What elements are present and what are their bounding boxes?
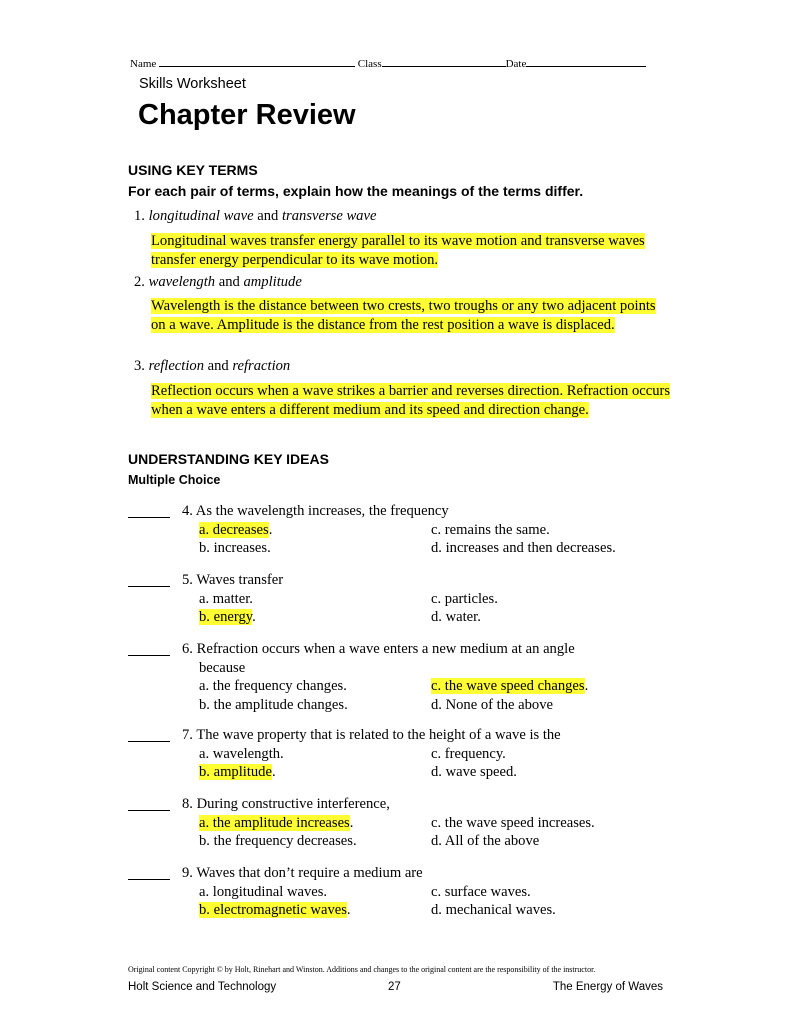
choice-label: b. amplitude <box>199 764 272 781</box>
choice-label: d. water. <box>431 609 481 626</box>
choice-label: d. All of the above <box>431 833 540 850</box>
choice-a[interactable] <box>199 884 327 901</box>
choice-d[interactable] <box>431 764 517 781</box>
page-title: Chapter Review <box>138 99 356 131</box>
choice-a-correct[interactable]: a. decreases. <box>199 521 273 538</box>
choice-c-correct[interactable]: c. the wave speed changes. <box>431 678 589 695</box>
choice-b-correct[interactable]: b. energy. <box>199 609 256 626</box>
choice-b-correct[interactable]: b. amplitude. <box>199 764 276 781</box>
choice-b[interactable] <box>199 833 357 850</box>
choice-c[interactable] <box>431 591 498 608</box>
choice-a-correct[interactable]: a. the amplitude increases. <box>199 814 354 831</box>
choice-b-correct[interactable]: b. electromagnetic waves. <box>199 902 351 919</box>
choice-label: a. matter. <box>199 590 253 607</box>
choice-label: d. None of the above <box>431 696 553 713</box>
footer-right: The Energy of Waves <box>552 981 663 993</box>
choice-label: c. frequency. <box>431 745 506 762</box>
answer-blank[interactable] <box>128 655 170 656</box>
choice-label: d. mechanical waves. <box>431 902 556 919</box>
choice-label: b. increases. <box>199 540 271 557</box>
date-field[interactable] <box>526 55 646 67</box>
question-text-continued: because <box>199 659 246 676</box>
question-text: Refraction occurs when a wave enters a new medium at an angle <box>196 641 575 657</box>
choice-b[interactable] <box>199 697 348 714</box>
question-number: 7. <box>182 727 193 743</box>
choice-c[interactable] <box>431 884 531 901</box>
answer-blank[interactable] <box>128 879 170 880</box>
choice-label: a. the amplitude increases <box>199 814 350 831</box>
worksheet-label: Skills Worksheet <box>139 76 246 92</box>
question-text: The wave property that is related to the height of a wave is the <box>196 727 561 743</box>
term-pair-2: 2. wavelength and amplitude <box>134 274 302 290</box>
question-text: As the wavelength increases, the frequency <box>195 503 449 519</box>
question-number: 8. <box>182 796 193 812</box>
question-stem <box>182 865 423 882</box>
choice-a[interactable] <box>199 591 253 608</box>
answer-blank[interactable] <box>128 741 170 742</box>
class-label: Class <box>357 58 382 70</box>
question-text: Waves that don’t require a medium are <box>196 865 423 881</box>
class-field[interactable] <box>382 55 506 67</box>
choice-label: c. the wave speed increases. <box>431 814 595 831</box>
question-number: 9. <box>182 865 193 881</box>
question-stem <box>182 641 575 658</box>
question-stem <box>182 572 283 589</box>
header-fields <box>130 55 646 70</box>
choice-a[interactable] <box>199 746 284 763</box>
choice-c[interactable] <box>431 746 506 763</box>
question-number: 6. <box>182 641 193 657</box>
name-field[interactable] <box>159 55 355 67</box>
question-number: 4. <box>182 503 193 519</box>
footer-left: Holt Science and Technology <box>128 981 277 993</box>
answer-1: Longitudinal waves transfer energy parallel to its wave motion and transverse waves transfer energy perpendicular to its wave motion. <box>151 233 645 268</box>
choice-label: a. the frequency changes. <box>199 678 347 695</box>
question-text: During constructive interference, <box>196 796 390 812</box>
choice-label: a. decreases <box>199 521 269 538</box>
answer-blank[interactable] <box>128 810 170 811</box>
term-pair-1: 1. longitudinal wave and transverse wave <box>134 208 377 224</box>
question-stem <box>182 796 390 813</box>
choice-d[interactable] <box>431 902 556 919</box>
term-pair-3: 3. reflection and refraction <box>134 358 291 374</box>
choice-label: b. electromagnetic waves <box>199 902 347 919</box>
choice-label: b. the amplitude changes. <box>199 696 348 713</box>
choice-d[interactable] <box>431 540 616 557</box>
choice-d[interactable] <box>431 609 481 626</box>
question-stem <box>182 727 561 744</box>
choice-label: d. wave speed. <box>431 764 517 781</box>
choice-c[interactable] <box>431 522 550 539</box>
page-number: 27 <box>388 981 401 993</box>
answer-blank[interactable] <box>128 517 170 518</box>
choice-label: c. surface waves. <box>431 883 531 900</box>
choice-label: c. the wave speed changes <box>431 678 585 695</box>
answer-3: Reflection occurs when a wave strikes a barrier and reverses direction. Refraction occurs when a wave enters a different medium and its speed and direction change. <box>151 383 671 418</box>
choice-label: b. energy <box>199 609 253 626</box>
question-stem <box>182 503 449 520</box>
choice-label: a. wavelength. <box>199 745 284 762</box>
choice-label: d. increases and then decreases. <box>431 540 616 557</box>
choice-c[interactable] <box>431 815 595 832</box>
answer-2: Wavelength is the distance between two crests, two troughs or any two adjacent points on a wave. Amplitude is the distance from the rest position a wave is displaced. <box>151 298 656 333</box>
using-key-terms-heading: USING KEY TERMS <box>128 162 258 178</box>
choice-label: c. particles. <box>431 590 498 607</box>
multiple-choice-subheading: Multiple Choice <box>128 473 221 487</box>
choice-label: c. remains the same. <box>431 521 550 538</box>
choice-label: b. the frequency decreases. <box>199 833 357 850</box>
name-label: Name <box>130 58 157 70</box>
choice-d[interactable] <box>431 833 539 850</box>
answer-blank[interactable] <box>128 586 170 587</box>
choice-label: a. longitudinal waves. <box>199 883 328 900</box>
date-label: Date <box>505 58 527 70</box>
question-number: 5. <box>182 572 193 588</box>
understanding-key-ideas-heading: UNDERSTANDING KEY IDEAS <box>128 451 329 467</box>
question-text: Waves transfer <box>196 572 284 588</box>
instruction: For each pair of terms, explain how the meanings of the terms differ. <box>128 183 584 199</box>
choice-b[interactable] <box>199 540 271 557</box>
choice-a[interactable] <box>199 678 347 695</box>
choice-d[interactable] <box>431 697 553 714</box>
copyright-notice: Original content Copyright © by Holt, Rinehart and Winston. Additions and changes to the original content are the responsibility of the instructor. <box>128 965 596 974</box>
